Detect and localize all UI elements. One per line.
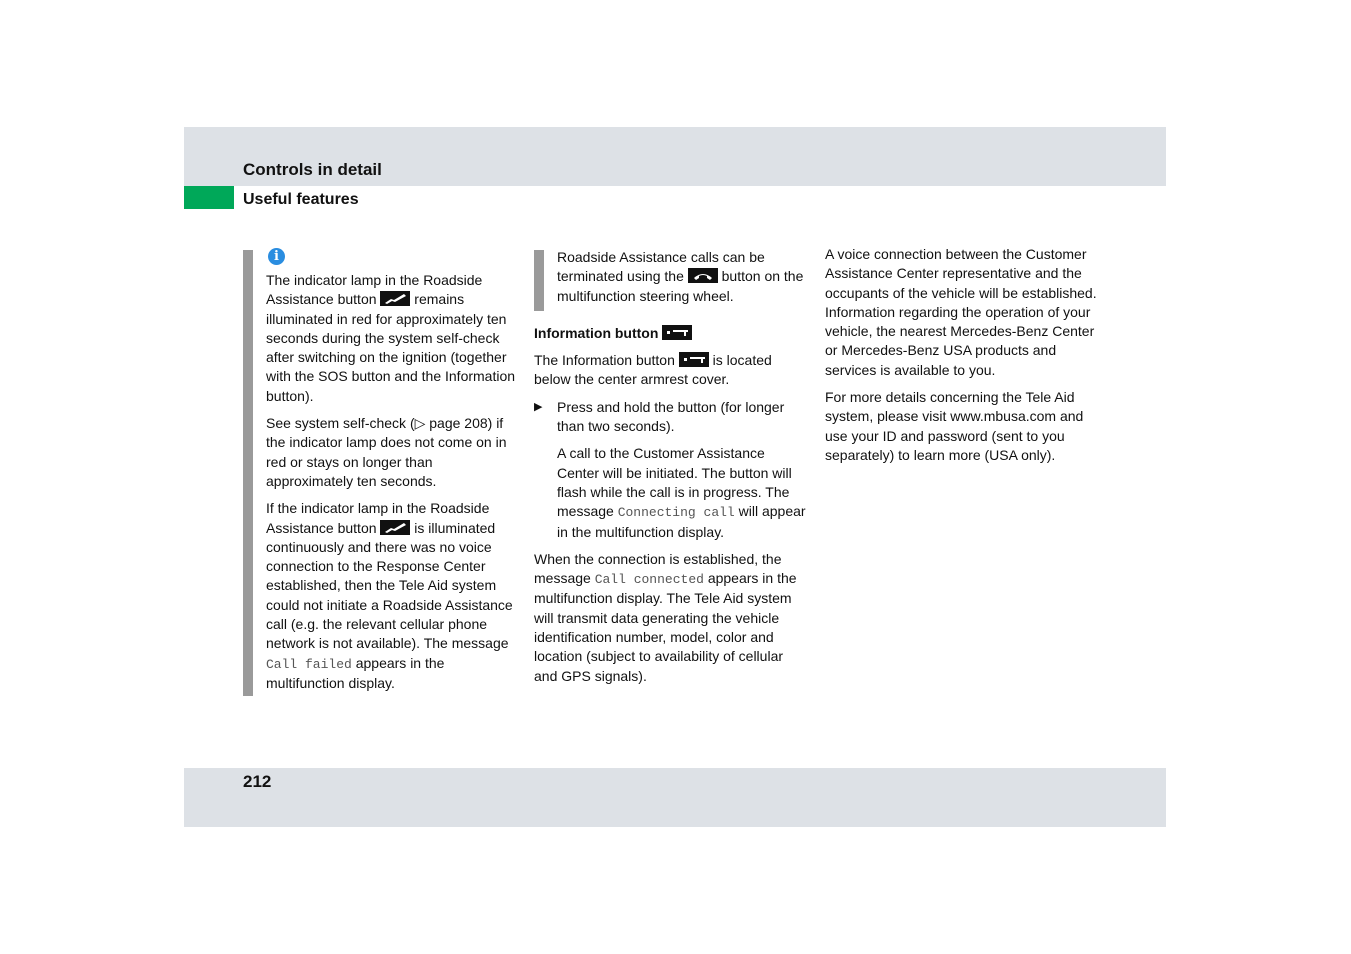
subheading: Information button xyxy=(534,324,810,343)
paragraph: If the indicator lamp in the Roadside Assistance button is illuminated continuously and there was no voice connection to the Response Center established, then the Tele Aid system could not initiate a Roadside Assistance call (e.g. the relevant cellular phone network is not available). The message Call failed appears in the multifunction display. xyxy=(266,500,513,691)
column-2 xyxy=(534,248,810,694)
information-button-icon xyxy=(679,352,709,367)
paragraph: See system self-check (▷ page 208) if the indicator lamp does not come on in red or stays on longer than approximately ten seconds. xyxy=(266,415,507,489)
list-item: ▶ Press and hold the button (for longer than two seconds). xyxy=(534,398,785,435)
column-3 xyxy=(825,245,1105,473)
paragraph: A voice connection between the Customer Assistance Center representative and the occupants of the vehicle will be established. Information regarding the operation of your vehicle, the nearest Mercedes-Benz Center or Mercedes-Benz USA products and services is available to you. xyxy=(825,246,1097,378)
footer-band xyxy=(184,768,1166,827)
paragraph: The Information button is located below the center armrest cover. xyxy=(534,352,772,388)
bullet-arrow-icon: ▶ xyxy=(534,400,543,413)
section-title: Controls in detail xyxy=(243,160,382,179)
roadside-assistance-icon xyxy=(380,291,410,306)
end-call-icon xyxy=(688,268,718,283)
paragraph: When the connection is established, the message Call connected appears in the multifunction display. The Tele Aid system will transmit data generating the vehicle identification number, model, color and location (subject to availability of cellular and GPS signals). xyxy=(534,550,797,684)
paragraph: Roadside Assistance calls can be terminated using the button on the multifunction steering wheel. xyxy=(557,249,804,304)
column-1 xyxy=(266,271,522,701)
info-icon: i xyxy=(268,248,285,265)
paragraph: A call to the Customer Assistance Center will be initiated. The button will flash while the call is in progress. The message Connecting call will appear in the multifunction display. xyxy=(557,445,806,540)
information-button-icon xyxy=(662,325,692,340)
page-number: 212 xyxy=(243,772,272,791)
section-marker xyxy=(184,186,234,209)
paragraph: The indicator lamp in the Roadside Assistance button remains illuminated in red for approximately ten seconds during the system self-check after switching on the ignition (together with the SOS button and the Information button). xyxy=(266,272,516,404)
note-bar xyxy=(243,250,253,696)
paragraph: For more details concerning the Tele Aid system, please visit www.mbusa.com and use your ID and password (sent to you separately) to learn more (USA only). xyxy=(825,389,1084,463)
subsection-title: Useful features xyxy=(243,191,359,208)
roadside-assistance-icon xyxy=(380,520,410,535)
